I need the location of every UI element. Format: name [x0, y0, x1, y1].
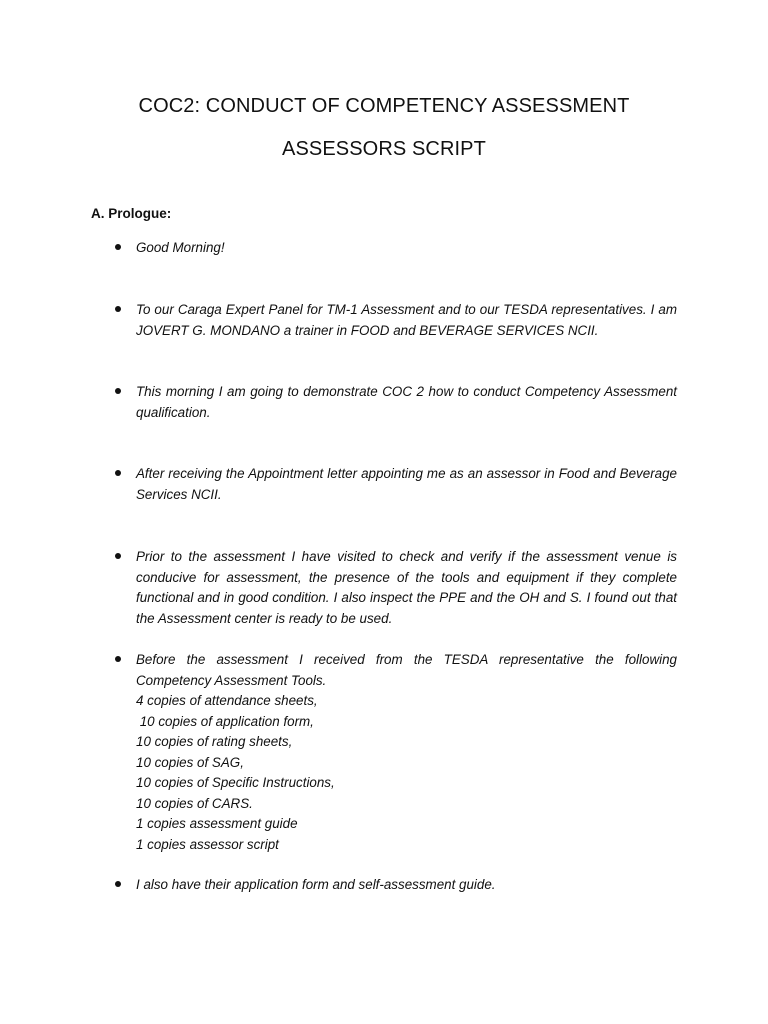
bullet-dot-icon: [115, 306, 121, 312]
tools-list-item: 1 copies assessment guide: [136, 816, 298, 831]
document-title: COC2: CONDUCT OF COMPETENCY ASSESSMENT: [138, 95, 630, 117]
tools-copies-list: [136, 691, 677, 855]
bullet-text: After receiving the Appointment letter appointing me as an assessor in Food and Beverage Services NCII.: [136, 466, 677, 502]
bullet-text-with-list: [136, 650, 677, 855]
tools-list-item: 10 copies of Specific Instructions,: [136, 775, 335, 790]
bullet-dot-icon: [115, 388, 121, 394]
document-subtitle: ASSESSORS SCRIPT: [282, 138, 486, 160]
bullet-text: To our Caraga Expert Panel for TM-1 Assessment and to our TESDA representatives. I am JOVERT G. MONDANO a trainer in FOOD and BEVERAGE SERVICES NCII.: [136, 302, 677, 338]
bullet-text: Prior to the assessment I have visited to check and verify if the assessment venue is conducive for assessment, the presence of the tools and equipment if they complete functional and in good condition. I also inspect the PPE and the OH and S. I found out that the Assessment center is ready to be used.: [136, 549, 677, 626]
bullet-text: This morning I am going to demonstrate COC 2 how to conduct Competency Assessment qualification.: [136, 384, 677, 420]
tools-list-item: 4 copies of attendance sheets,: [136, 693, 318, 708]
tools-list-item: 10 copies of CARS.: [136, 795, 253, 811]
bullet-dot-icon: [115, 656, 121, 662]
bullet-dot-icon: [115, 244, 121, 250]
tools-list-item: 1 copies assessor script: [136, 836, 279, 852]
bullet-dot-icon: [115, 553, 121, 559]
tools-list-item: 10 copies of SAG,: [136, 754, 244, 770]
section-heading-prologue: A. Prologue:: [91, 206, 172, 221]
tools-list-item: 10 copies of rating sheets,: [136, 734, 293, 749]
tools-list-item: 10 copies of application form,: [136, 713, 314, 729]
bullet-dot-icon: [115, 470, 121, 476]
bullet-text: Good Morning!: [136, 240, 225, 255]
bullet-text: Before the assessment I received from the TESDA representative the following Competency Assessment Tools.: [136, 652, 677, 688]
bullet-text: I also have their application form and self-assessment guide.: [136, 877, 496, 892]
bullet-dot-icon: [115, 881, 121, 887]
